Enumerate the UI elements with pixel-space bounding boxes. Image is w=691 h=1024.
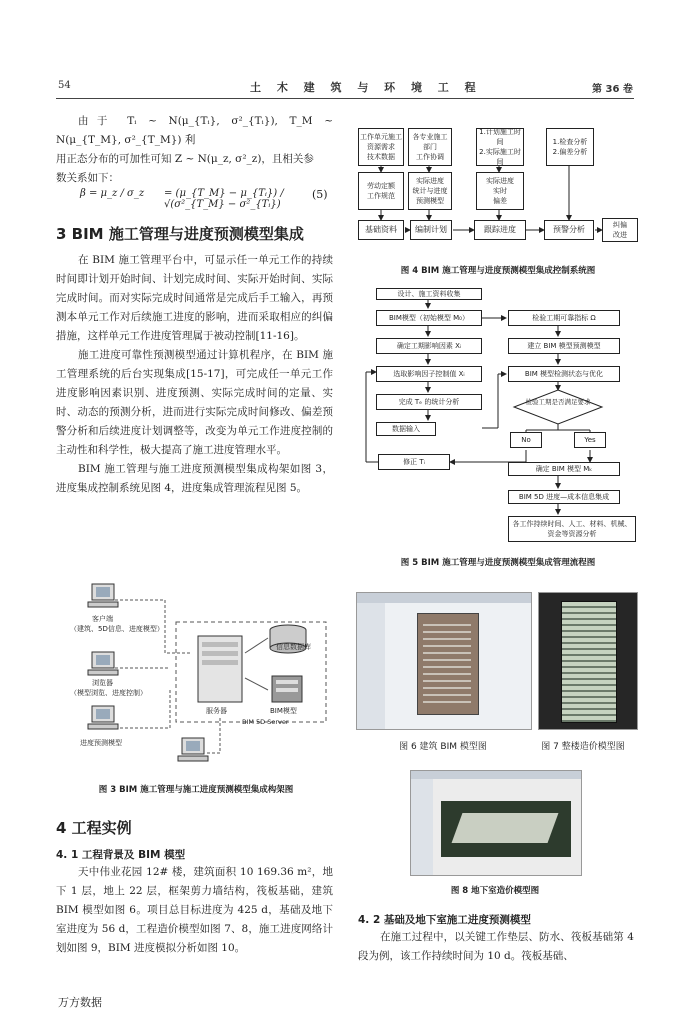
source-watermark: 万方数据	[58, 996, 102, 1009]
figure-7-caption: 图 7 整楼造价模型图	[541, 742, 625, 752]
paragraph-3-3: BIM 施工管理与施工进度预测模型集成构架如图 3，进度集成控制系统见图 4，进度集成管理流程见图 5。	[56, 463, 333, 494]
fig6-sidebar	[357, 603, 385, 729]
label-predict: 进度预测模型	[80, 739, 122, 747]
label-db: 信息数据库	[276, 643, 311, 651]
flow-check-reliability: 检验工期可靠指标 Ω	[508, 310, 620, 326]
flow-factors: 确定工期影响因素 Xᵢ	[376, 338, 482, 354]
section-4-2-title: 4. 2 基础及地下室施工进度预测模型	[358, 914, 531, 926]
box-plan: 编制计划	[410, 220, 452, 240]
label-browser: 浏览器	[92, 679, 113, 687]
fig8-basement-model	[452, 813, 559, 843]
section-4-1-body	[56, 863, 333, 958]
box-quota: 劳动定额 工作规范	[358, 172, 404, 210]
equation-rhs: = (μ_{T_M} − μ_{Tᵢ}) / √(σ²_{T_M} − σ²_{Tᵢ})	[164, 188, 284, 210]
flow-yes: Yes	[574, 432, 606, 448]
intro-line-3: 数关系如下：	[56, 172, 119, 184]
paragraph-3-2: 施工进度可靠性预测模型通过计算机程序，在 BIM 施工管理系统的后台实现集成[15-17]，可完成任一单元工作进度影响因素识别、进度预测、实际完成时间的定量、实时、动态的预测分析，进而进行实际完成时间修改、偏差预警分析和后续进度计划调整等，改变为单元工作进度控制的主动性和科学性，极大提高了施工进度管理水平。	[56, 349, 333, 456]
server-icon	[198, 636, 242, 702]
box-coordination: 各专业施工 部门 工作协调	[408, 128, 452, 166]
flow-resource-analysis: 各工作持续时间、人工、材料、机械、资金等资源分析	[508, 516, 636, 542]
figure-3	[70, 578, 332, 768]
fig8-toolbar	[411, 771, 581, 779]
figure-4	[358, 126, 638, 246]
flow-stat-analysis: 完成 Tₑ 的统计分析	[376, 394, 482, 410]
journal-title: 土 木 建 筑 与 环 境 工 程	[250, 81, 482, 94]
flow-correct-ti: 修正 Tᵢ	[378, 454, 450, 470]
figure-5-caption: 图 5 BIM 施工管理与进度预测模型集成管理流程图	[400, 558, 596, 568]
flow-optimize: BIM 模型检测状态与优化	[508, 366, 620, 382]
figure-8-caption: 图 8 地下室造价模型图	[450, 886, 540, 896]
label-bim5d-server: BIM 5D Server	[242, 718, 289, 726]
client-computer-icon	[88, 584, 118, 607]
box-resources: 工作单元施工 资源需求 技术数据	[358, 128, 404, 166]
section-3-body	[56, 251, 333, 498]
equation-number: (5)	[312, 188, 328, 201]
section-4-1-title: 4. 1 工程背景及 BIM 模型	[56, 849, 186, 861]
flow-bim5d: BIM 5D 进度—成本信息集成	[508, 490, 620, 504]
decision-diamond	[514, 390, 602, 424]
fig6-toolbar	[357, 593, 531, 603]
browser-computer-icon	[88, 652, 118, 675]
section-4-2-body	[358, 928, 634, 966]
header-rule	[56, 98, 634, 99]
label-browser-sub: （模型浏览、进度控制）	[70, 689, 147, 697]
intro-line-1: 由于 Tᵢ ~ N(μ_{Tᵢ}, σ²_{Tᵢ}), T_M ~ N(μ_{T_M}, σ²_{T_M}) 利	[56, 115, 333, 146]
flow-build-predict: 建立 BIM 模型预测模型	[508, 338, 620, 354]
flow-collect: 设计、施工资料收集	[376, 288, 482, 300]
flow-select-factor: 选取影响因子控制值 Xᵢ	[376, 366, 482, 382]
box-stats: 实际进度 统计与进度 预测模型	[408, 172, 452, 210]
figure-7-image	[538, 592, 638, 730]
flow-final-model: 确定 BIM 模型 Mₖ	[508, 462, 620, 476]
label-server: 服务器	[206, 707, 227, 715]
link-bimmodel	[245, 678, 268, 690]
box-deviation: 实际进度 实时 偏差	[476, 172, 524, 210]
box-track: 跟踪进度	[474, 220, 526, 240]
equation-lhs: β = μ_z / σ_z	[80, 188, 145, 199]
equation-5	[80, 180, 332, 214]
paragraph-4-2: 在施工过程中，以关键工作垫层、防水、筏板基础第 4 段为例，该工作持续时间为 10 d。筏板基础、	[358, 931, 634, 962]
fig7-building	[561, 601, 617, 723]
figure-3-caption: 图 3 BIM 施工管理与施工进度预测模型集成构架图	[98, 785, 294, 795]
link-bottom	[205, 718, 220, 753]
label-client: 客户端	[92, 615, 113, 623]
predict-computer-icon	[88, 706, 118, 729]
label-bim-model: BIM模型	[270, 707, 297, 715]
bim-model-icon	[272, 676, 302, 702]
figure-8-image	[410, 770, 582, 876]
intro-line-2: 用正态分布的可加性可知 Z ~ N(μ_z, σ²_z)，且相关参	[56, 153, 314, 165]
extra-computer-icon	[178, 738, 208, 761]
box-warning: 预警分析	[544, 220, 594, 240]
box-basic-data: 基础资料	[358, 220, 404, 240]
flow-initial-model: BIM模型（初始模型 M₀）	[376, 310, 482, 326]
fig8-sidebar	[411, 779, 433, 875]
label-client-sub: （建筑、5D信息、进度模型）	[70, 625, 164, 633]
box-correct: 纠偏 改进	[602, 218, 638, 242]
paragraph-4-1: 天中伟业花园 12# 楼，建筑面积 10 169.36 m²，地下 1 层，地上 22 层，框架剪力墙结构，筏板基础，建筑 BIM 模型如图 6。项目总目标进度为 425 d，基础及地下室进度为 56 d，工程造价模型如图 7、8，施工进度网络计划如图 9，BIM 进度模拟分析如图 10。	[56, 866, 333, 954]
flow-check-schedule: 检验工期是否满足要求	[525, 398, 591, 406]
page-number: 54	[58, 80, 71, 91]
figure-5	[358, 284, 638, 546]
fig6-building-floors	[423, 619, 471, 707]
left-column	[56, 112, 333, 188]
volume-label: 第 36 卷	[592, 84, 633, 95]
figure-6-caption: 图 6 建筑 BIM 模型图	[399, 742, 487, 752]
section-4-title: 4 工程实例	[56, 819, 132, 837]
section-3-title: 3 BIM 施工管理与进度预测模型集成	[56, 225, 304, 243]
link-db	[245, 638, 268, 653]
figure-6-image	[356, 592, 532, 730]
box-check: 1.检查分析 2.偏差分析	[546, 128, 594, 166]
flow-no: No	[510, 432, 542, 448]
flow-data-input: 数据输入	[376, 422, 436, 436]
paragraph-3-1: 在 BIM 施工管理平台中，可显示任一单元工作的持续时间即计划开始时间、计划完成时间、实际开始时间、实际完成时间。而对实际完成时间通常是完成后手工输入，再预测本单元工作对后续施工进度的影响，进而采取相应的纠偏措施，这样单元工作进度管理属于被动控制[11-16]。	[56, 254, 333, 342]
figure-4-caption: 图 4 BIM 施工管理与进度预测模型集成控制系统图	[400, 266, 596, 276]
box-times: 1.计划施工时间 2.实际施工时间	[476, 128, 524, 166]
